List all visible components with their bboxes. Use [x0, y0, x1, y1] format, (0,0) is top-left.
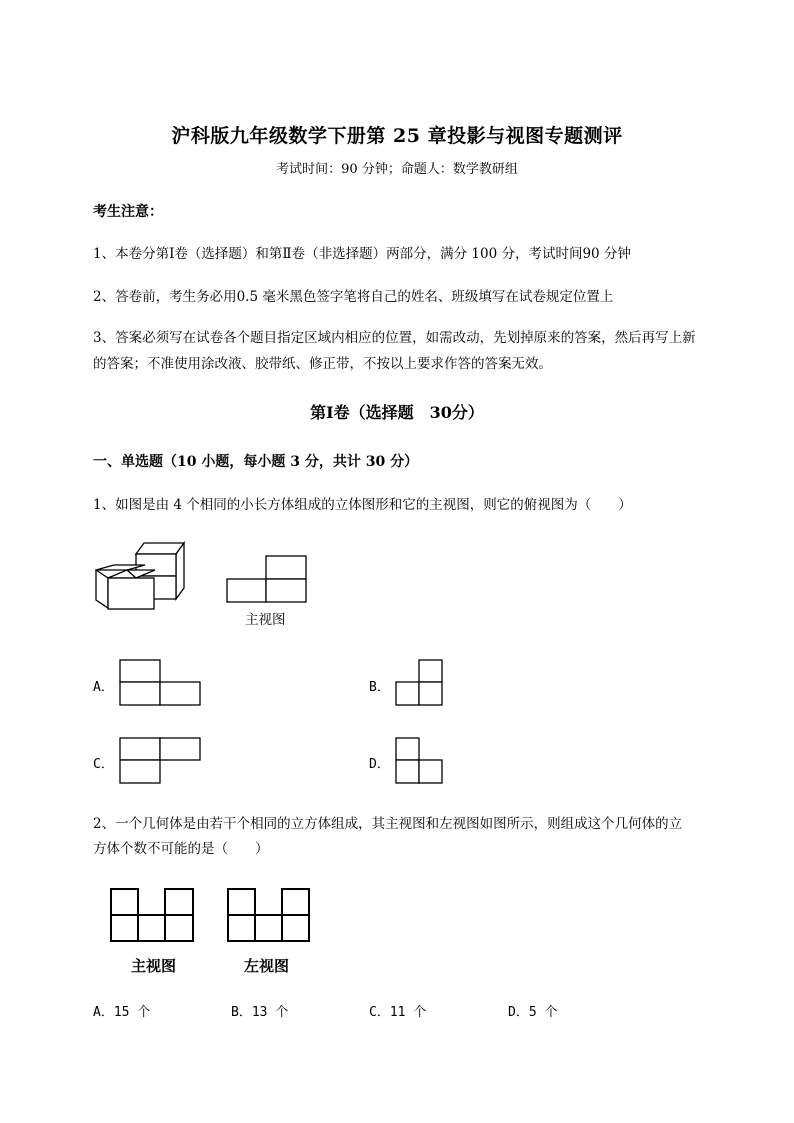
q1-option-c-label[interactable]: C．: [93, 757, 114, 772]
question-1-solid-figure: [90, 540, 190, 615]
q2-option-b[interactable]: B．13 个: [231, 1005, 289, 1020]
question-2-text-line-2: 方体个数不可能的是（ ）: [93, 841, 269, 857]
question-2-left-view: [227, 888, 313, 944]
section-title: 第Ⅰ卷（选择题 30分）: [310, 403, 484, 422]
q1-option-a-figure[interactable]: [119, 659, 202, 707]
q1-option-b-figure[interactable]: [395, 659, 445, 707]
notes-heading: 考生注意：: [93, 204, 163, 220]
question-1-text: 1、如图是由 4 个相同的小长方体组成的立体图形和它的主视图，则它的俯视图为（ ）: [93, 497, 632, 513]
question-2-main-view-caption: 主视图: [131, 957, 177, 975]
q1-option-c-figure[interactable]: [119, 737, 202, 785]
question-1-main-view: [226, 555, 308, 605]
exam-info: 考试时间：90 分钟；命题人：数学教研组: [276, 162, 518, 177]
note-item-3: 3、答案必须写在试卷各个题目指定区域内相应的位置，如需改动，先划掉原来的答案，然后再写上新: [93, 330, 696, 346]
q1-option-d-label[interactable]: D．: [369, 757, 390, 772]
question-2-left-view-caption: 左视图: [244, 957, 290, 975]
question-1-caption: 主视图: [245, 612, 286, 628]
q1-option-a-label[interactable]: A．: [93, 680, 114, 695]
q2-option-a[interactable]: A．15 个: [93, 1005, 151, 1020]
document-title: 沪科版九年级数学下册第 25 章投影与视图专题测评: [171, 125, 623, 147]
part-heading: 一、单选题（10 小题，每小题 3 分，共计 30 分）: [93, 454, 419, 470]
q2-option-d[interactable]: D．5 个: [508, 1005, 558, 1020]
q2-option-c[interactable]: C．11 个: [369, 1005, 427, 1020]
note-item-1: 1、本卷分第Ⅰ卷（选择题）和第Ⅱ卷（非选择题）两部分，满分 100 分，考试时间90 分钟: [93, 246, 631, 262]
q1-option-b-label[interactable]: B．: [369, 680, 390, 695]
question-2-main-view: [110, 888, 196, 944]
question-2-text-line-1: 2、一个几何体是由若干个相同的立方体组成，其主视图和左视图如图所示，则组成这个几何体的立: [93, 816, 683, 832]
note-item-3-continued: 的答案；不准使用涂改液、胶带纸、修正带，不按以上要求作答的答案无效。: [93, 356, 552, 372]
note-item-2: 2、答卷前，考生务必用0.5 毫米黑色签字笔将自己的姓名、班级填写在试卷规定位置上: [93, 289, 614, 305]
q1-option-d-figure[interactable]: [395, 737, 445, 785]
